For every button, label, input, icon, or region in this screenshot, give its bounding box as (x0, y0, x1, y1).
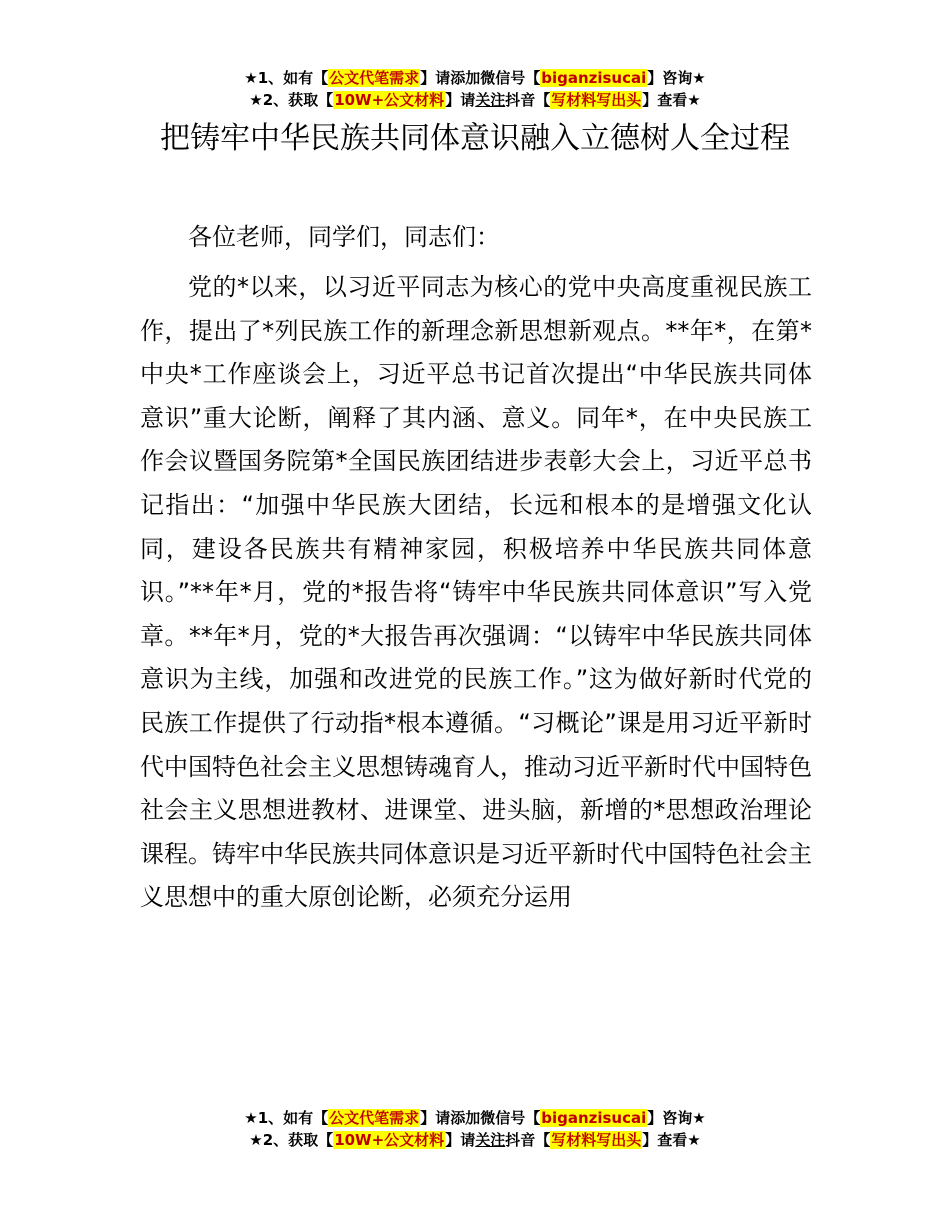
footer-notice (0, 1107, 950, 1151)
highlight-account: 写材料写出头 (551, 1131, 642, 1149)
highlight-materials: 10W+公文材料 (334, 1131, 445, 1149)
document-title: 把铸牢中华民族共同体意识融入立德树人全过程 (160, 121, 790, 156)
greeting: 各位老师，同学们，同志们： (188, 223, 500, 251)
underlined-follow: 关注 (475, 1131, 506, 1149)
highlight-wechat-id: biganzisucai (541, 1109, 647, 1127)
notice-line-2: ★2、获取【10W+公文材料】请关注抖音【写材料写出头】查看★ (249, 91, 701, 109)
highlight-wechat-id: biganzisucai (541, 69, 647, 87)
highlight-materials: 10W+公文材料 (334, 91, 445, 109)
highlight-account: 写材料写出头 (551, 91, 642, 109)
header-notice (0, 67, 950, 111)
highlight-service: 公文代笔需求 (329, 69, 420, 87)
notice-line-1: ★1、如有【公文代笔需求】请添加微信号【biganzisucai】咨询★ (244, 1109, 706, 1127)
notice-line-2: ★2、获取【10W+公文材料】请关注抖音【写材料写出头】查看★ (249, 1131, 701, 1149)
body-paragraph: 党的*以来，以习近平同志为核心的党中央高度重视民族工作，提出了*列民族工作的新理念新思想新观点。**年*，在第*中央*工作座谈会上，习近平总书记首次提出“中华民族共同体意识”重大论断，阐释了其内涵、意义。同年*，在中央民族工作会议暨国务院第*全国民族团结进步表彰大会上，习近平总书记指出：“加强中华民族大团结，长远和根本的是增强文化认同，建设各民族共有精神家园，积极培养中华民族共同体意识。”**年*月，党的*报告将“铸牢中华民族共同体意识”写入党章。**年*月，党的*大报告再次强调：“以铸牢中华民族共同体意识为主线，加强和改进党的民族工作。”这为做好新时代党的民族工作提供了行动指*根本遵循。“习概论”课是用习近平新时代中国特色社会主义思想铸魂育人，推动习近平新时代中国特色社会主义思想进教材、进课堂、进头脑，新增的*思想政治理论课程。铸牢中华民族共同体意识是习近平新时代中国特色社会主义思想中的重大原创论断，必须充分运用 (140, 273, 812, 912)
notice-line-1: ★1、如有【公文代笔需求】请添加微信号【biganzisucai】咨询★ (244, 69, 706, 87)
highlight-service: 公文代笔需求 (329, 1109, 420, 1127)
underlined-follow: 关注 (475, 91, 506, 109)
